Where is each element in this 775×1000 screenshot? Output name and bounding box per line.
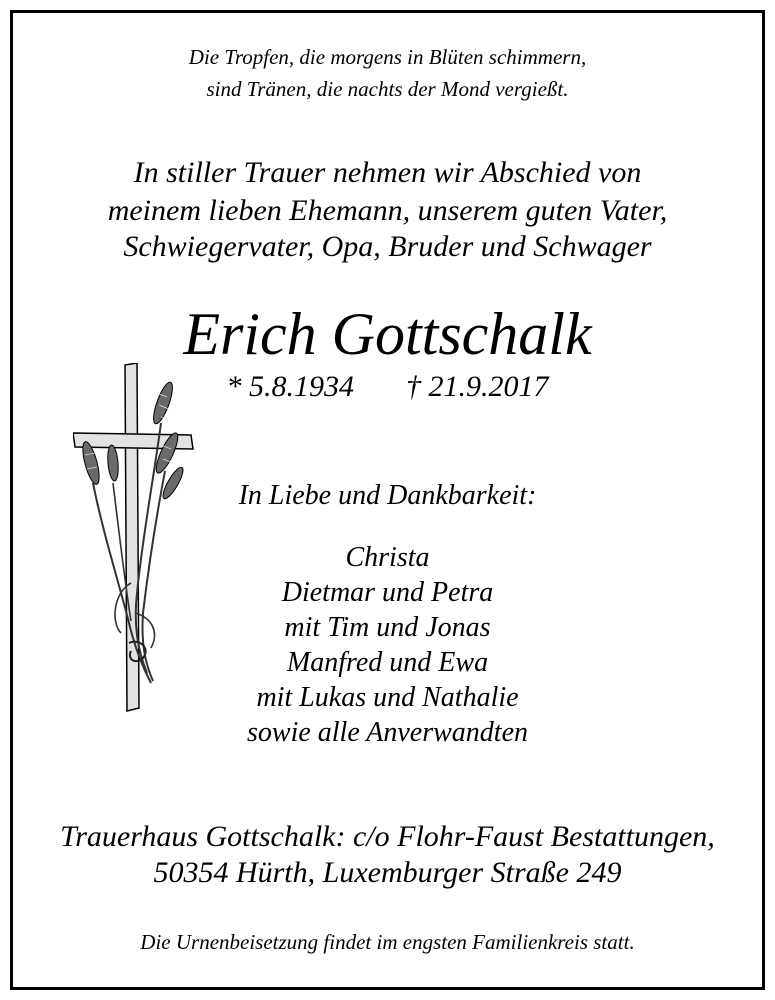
intro-line-3: Schwiegervater, Opa, Bruder und Schwager (123, 230, 652, 263)
family-member-5: mit Lukas und Nathalie (256, 682, 519, 713)
family-member-3: mit Tim und Jonas (284, 612, 491, 643)
family-member-1: Christa (345, 542, 430, 573)
address-line-2: 50354 Hürth, Luxemburger Straße 249 (153, 856, 622, 889)
poem-line-1: Die Tropfen, die morgens in Blüten schimmern, (188, 45, 587, 69)
birth-date: * 5.8.1934 (226, 370, 354, 403)
poem-line-2: sind Tränen, die nachts der Mond vergießt. (206, 77, 569, 101)
thanks-heading: In Liebe und Dankbarkeit: (238, 480, 537, 511)
death-date: † 21.9.2017 (406, 370, 549, 403)
deceased-name: Erich Gottschalk (183, 301, 592, 367)
family-member-4: Manfred und Ewa (286, 647, 489, 678)
address-line-1: Trauerhaus Gottschalk: c/o Flohr-Faust Bestattungen, (60, 820, 715, 853)
family-member-2: Dietmar und Petra (281, 577, 494, 608)
burial-note: Die Urnenbeisetzung findet im engsten Familienkreis statt. (140, 930, 635, 954)
obituary-notice (10, 10, 765, 990)
intro-line-1: In stiller Trauer nehmen wir Abschied von (133, 156, 642, 189)
family-member-6: sowie alle Anverwandten (247, 717, 528, 748)
intro-line-2: meinem lieben Ehemann, unserem guten Vater, (107, 194, 668, 227)
